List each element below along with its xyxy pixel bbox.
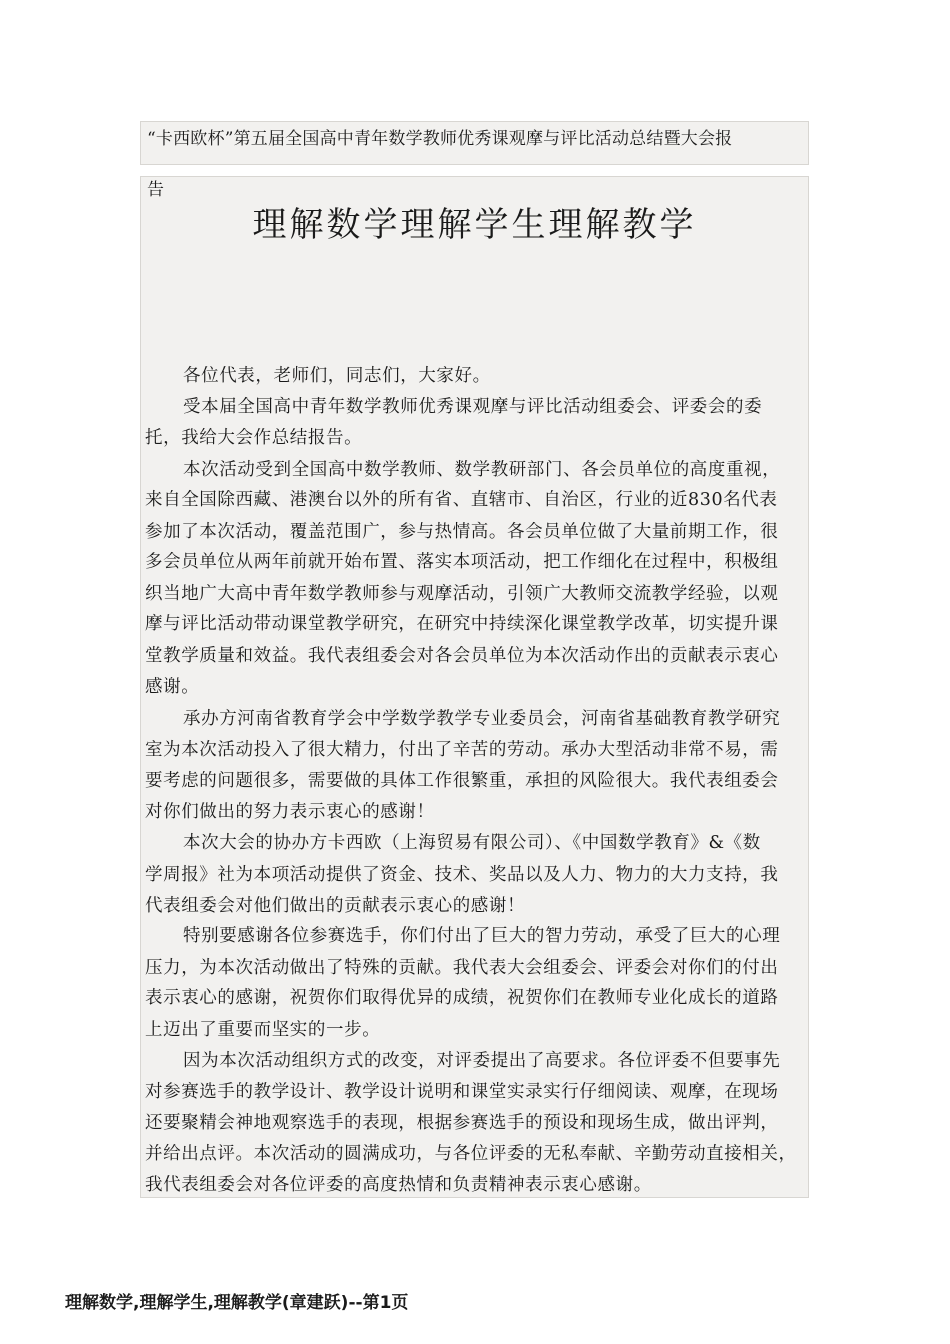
report-header-line-2: 告 (147, 180, 165, 200)
paragraph-line: 多会员单位从两年前就开始布置、落实本项活动，把工作细化在过程中，积极组 (145, 552, 779, 572)
report-header-line-1: “卡西欧杯”第五届全国高中青年数学教师优秀课观摩与评比活动总结暨大会报 (147, 129, 733, 149)
paragraph-line: 室为本次活动投入了很大精力，付出了辛苦的劳动。承办大型活动非常不易，需 (145, 740, 779, 760)
page-footer: 理解数学,理解学生,理解教学(章建跃)--第1页 (65, 1293, 409, 1313)
paragraph-line: 对参赛选手的教学设计、教学设计说明和课堂实录实行仔细阅读、观摩，在现场 (145, 1082, 779, 1102)
paragraph-line: 来自全国除西藏、港澳台以外的所有省、直辖市、自治区，行业的近830名代表 (145, 490, 778, 510)
paragraph-line: 上迈出了重要而坚实的一步。 (145, 1020, 381, 1040)
paragraph-line: 参加了本次活动，覆盖范围广，参与热情高。各会员单位做了大量前期工作，很 (145, 522, 779, 542)
paragraph-line: 摩与评比活动带动课堂教学研究，在研究中持续深化课堂教学改革，切实提升课 (145, 614, 779, 634)
paragraph-line: 各位代表，老师们，同志们，大家好。 (183, 366, 491, 386)
paragraph-line: 压力，为本次活动做出了特殊的贡献。我代表大会组委会、评委会对你们的付出 (145, 958, 779, 978)
paragraph-line: 还要聚精会神地观察选手的表现，根据参赛选手的预设和现场生成，做出评判， (145, 1113, 779, 1133)
paragraph-line: 对你们做出的努力表示衷心的感谢！ (145, 802, 435, 822)
paragraph-line: 本次活动受到全国高中数学教师、数学教研部门、各会员单位的高度重视， (183, 460, 781, 480)
paragraph-line: 托，我给大会作总结报告。 (145, 428, 363, 448)
paragraph-line: 感谢。 (145, 677, 200, 697)
paragraph-line: 受本届全国高中青年数学教师优秀课观摩与评比活动组委会、评委会的委 (183, 397, 763, 417)
paragraph-line: 学周报》社为本项活动提供了资金、技术、奖品以及人力、物力的大力支持，我 (145, 865, 779, 885)
paragraph-line: 堂教学质量和效益。我代表组委会对各会员单位为本次活动作出的贡献表示衷心 (145, 646, 779, 666)
document-title: 理解数学理解学生理解教学 (252, 205, 697, 245)
paragraph-line: 织当地广大高中青年数学教师参与观摩活动，引领广大教师交流教学经验，以观 (145, 584, 779, 604)
paragraph-line: 本次大会的协办方卡西欧（上海贸易有限公司）、《中国数学教育》&《数 (183, 833, 761, 853)
paragraph-line: 承办方河南省教育学会中学数学教学专业委员会，河南省基础教育教学研究 (183, 709, 781, 729)
paragraph-line: 表示衷心的感谢，祝贺你们取得优异的成绩，祝贺你们在教师专业化成长的道路 (145, 988, 779, 1008)
paragraph-line: 特别要感谢各位参赛选手，你们付出了巨大的智力劳动，承受了巨大的心理 (183, 926, 781, 946)
paragraph-line: 我代表组委会对各位评委的高度热情和负责精神表示衷心感谢。 (145, 1175, 652, 1195)
paragraph-line: 并给出点评。本次活动的圆满成功，与各位评委的无私奉献、辛勤劳动直接相关， (145, 1144, 797, 1164)
paragraph-line: 代表组委会对他们做出的贡献表示衷心的感谢！ (145, 896, 526, 916)
paragraph-line: 因为本次活动组织方式的改变，对评委提出了高要求。各位评委不但要事先 (183, 1051, 781, 1071)
body-box (140, 176, 809, 1198)
paragraph-line: 要考虑的问题很多，需要做的具体工作很繁重，承担的风险很大。我代表组委会 (145, 771, 779, 791)
